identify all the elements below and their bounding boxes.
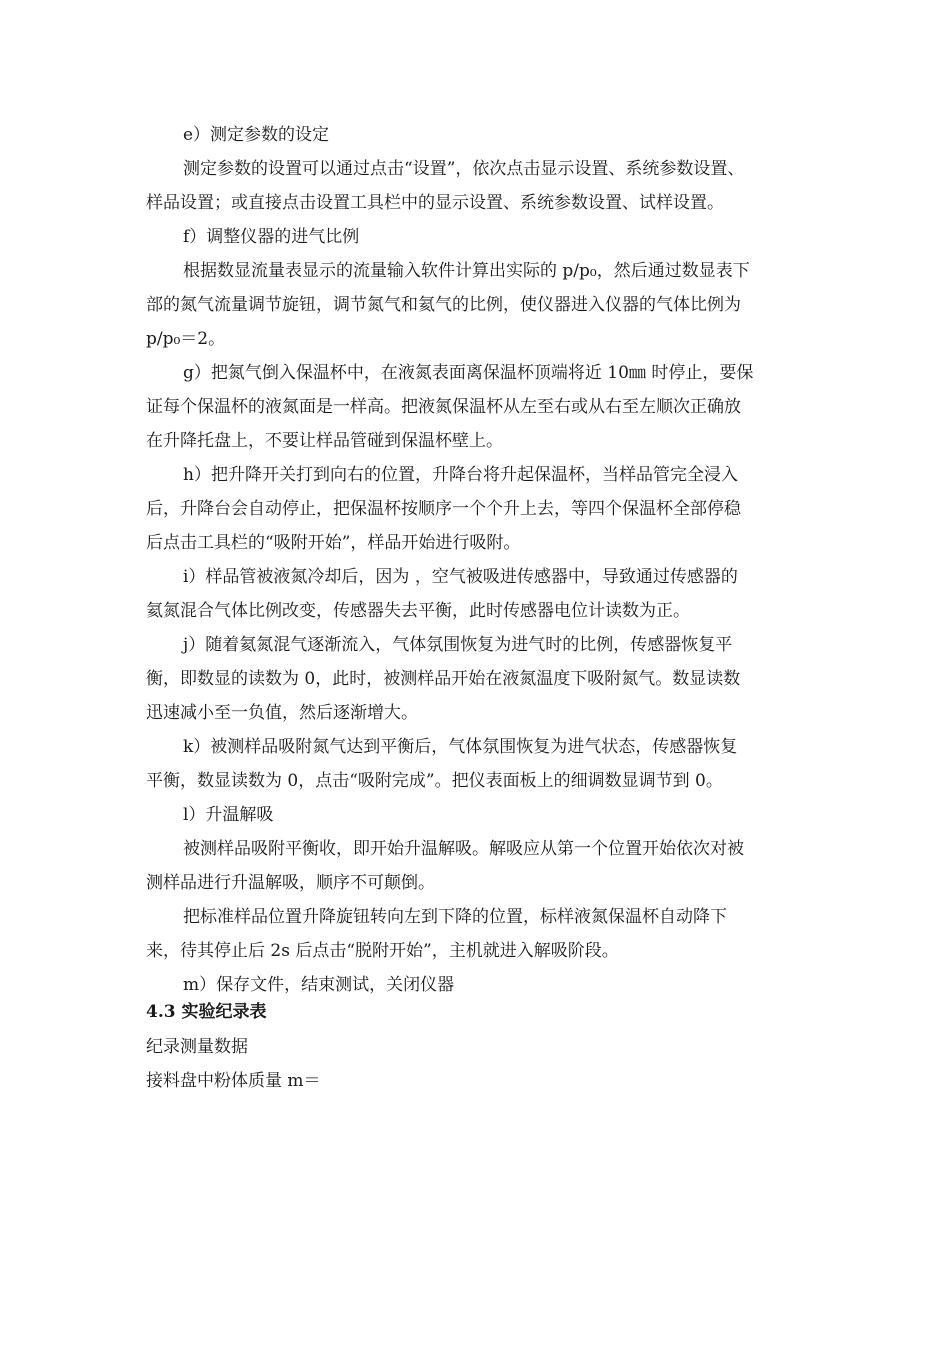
paragraph-line: 把标准样品位置升降旋钮转向左到下降的位置，标样液氮保温杯自动降下 bbox=[183, 907, 727, 927]
step-k-line: k）被测样品吸附氮气达到平衡后，气体氛围恢复为进气状态，传感器恢复 bbox=[183, 737, 738, 757]
step-l-title: l）升温解吸 bbox=[183, 805, 274, 825]
paragraph-line: 迅速减小至一负值，然后逐渐增大。 bbox=[146, 703, 418, 723]
step-e-title: e）测定参数的设定 bbox=[183, 125, 330, 145]
paragraph-line: 氦氮混合气体比例改变，传感器失去平衡，此时传感器电位计读数为正。 bbox=[146, 601, 690, 621]
step-m-line: m）保存文件，结束测试，关闭仪器 bbox=[183, 975, 455, 995]
paragraph-line: 测样品进行升温解吸，顺序不可颠倒。 bbox=[146, 873, 435, 893]
step-f-title: f）调整仪器的进气比例 bbox=[183, 227, 360, 247]
paragraph-line: 测定参数的设置可以通过点击“设置”，依次点击显示设置、系统参数设置、 bbox=[183, 159, 745, 179]
paragraph-line: 部的氮气流量调节旋钮，调节氮气和氦气的比例，使仪器进入仪器的气体比例为 bbox=[146, 295, 741, 315]
paragraph-line: 证每个保温杯的液氮面是一样高。把液氮保温杯从左至右或从右至左顺次正确放 bbox=[146, 397, 741, 417]
document-page bbox=[146, 118, 810, 1098]
record-label: 纪录测量数据 bbox=[146, 1037, 248, 1057]
paragraph-line: 被测样品吸附平衡收，即开始升温解吸。解吸应从第一个位置开始依次对被 bbox=[183, 839, 744, 859]
paragraph-line: 平衡，数显读数为 0，点击“吸附完成”。把仪表面板上的细调数显调节到 0。 bbox=[146, 771, 723, 791]
paragraph-line: 来，待其停止后 2s 后点击“脱附开始”，主机就进入解吸阶段。 bbox=[146, 941, 619, 961]
paragraph-line: 样品设置；或直接点击设置工具栏中的显示设置、系统参数设置、试样设置。 bbox=[146, 193, 724, 213]
paragraph-line: 在升降托盘上，不要让样品管碰到保温杯壁上。 bbox=[146, 431, 503, 451]
paragraph-line: p/p₀＝2。 bbox=[146, 329, 226, 349]
step-j-line: j）随着氦氮混气逐渐流入，气体氛围恢复为进气时的比例，传感器恢复平 bbox=[183, 635, 733, 655]
section-heading: 4.3 实验纪录表 bbox=[146, 1002, 267, 1022]
mass-label: 接料盘中粉体质量 m＝ bbox=[146, 1071, 321, 1091]
step-h-line: h）把升降开关打到向右的位置，升降台将升起保温杯，当样品管完全浸入 bbox=[183, 465, 738, 485]
step-g-line: g）把氮气倒入保温杯中，在液氮表面离保温杯顶端将近 10㎜ 时停止，要保 bbox=[183, 363, 754, 383]
paragraph-line: 衡，即数显的读数为 0，此时，被测样品开始在液氮温度下吸附氮气。数显读数 bbox=[146, 669, 741, 689]
paragraph-line: 后，升降台会自动停止，把保温杯按顺序一个个升上去，等四个保温杯全部停稳 bbox=[146, 499, 741, 519]
paragraph-line: 后点击工具栏的“吸附开始”，样品开始进行吸附。 bbox=[146, 533, 521, 553]
paragraph-line: 根据数显流量表显示的流量输入软件计算出实际的 p/p₀，然后通过数显表下 bbox=[183, 261, 750, 281]
step-i-line: i）样品管被液氮冷却后，因为 ，空气被吸进传感器中，导致通过传感器的 bbox=[183, 567, 738, 587]
